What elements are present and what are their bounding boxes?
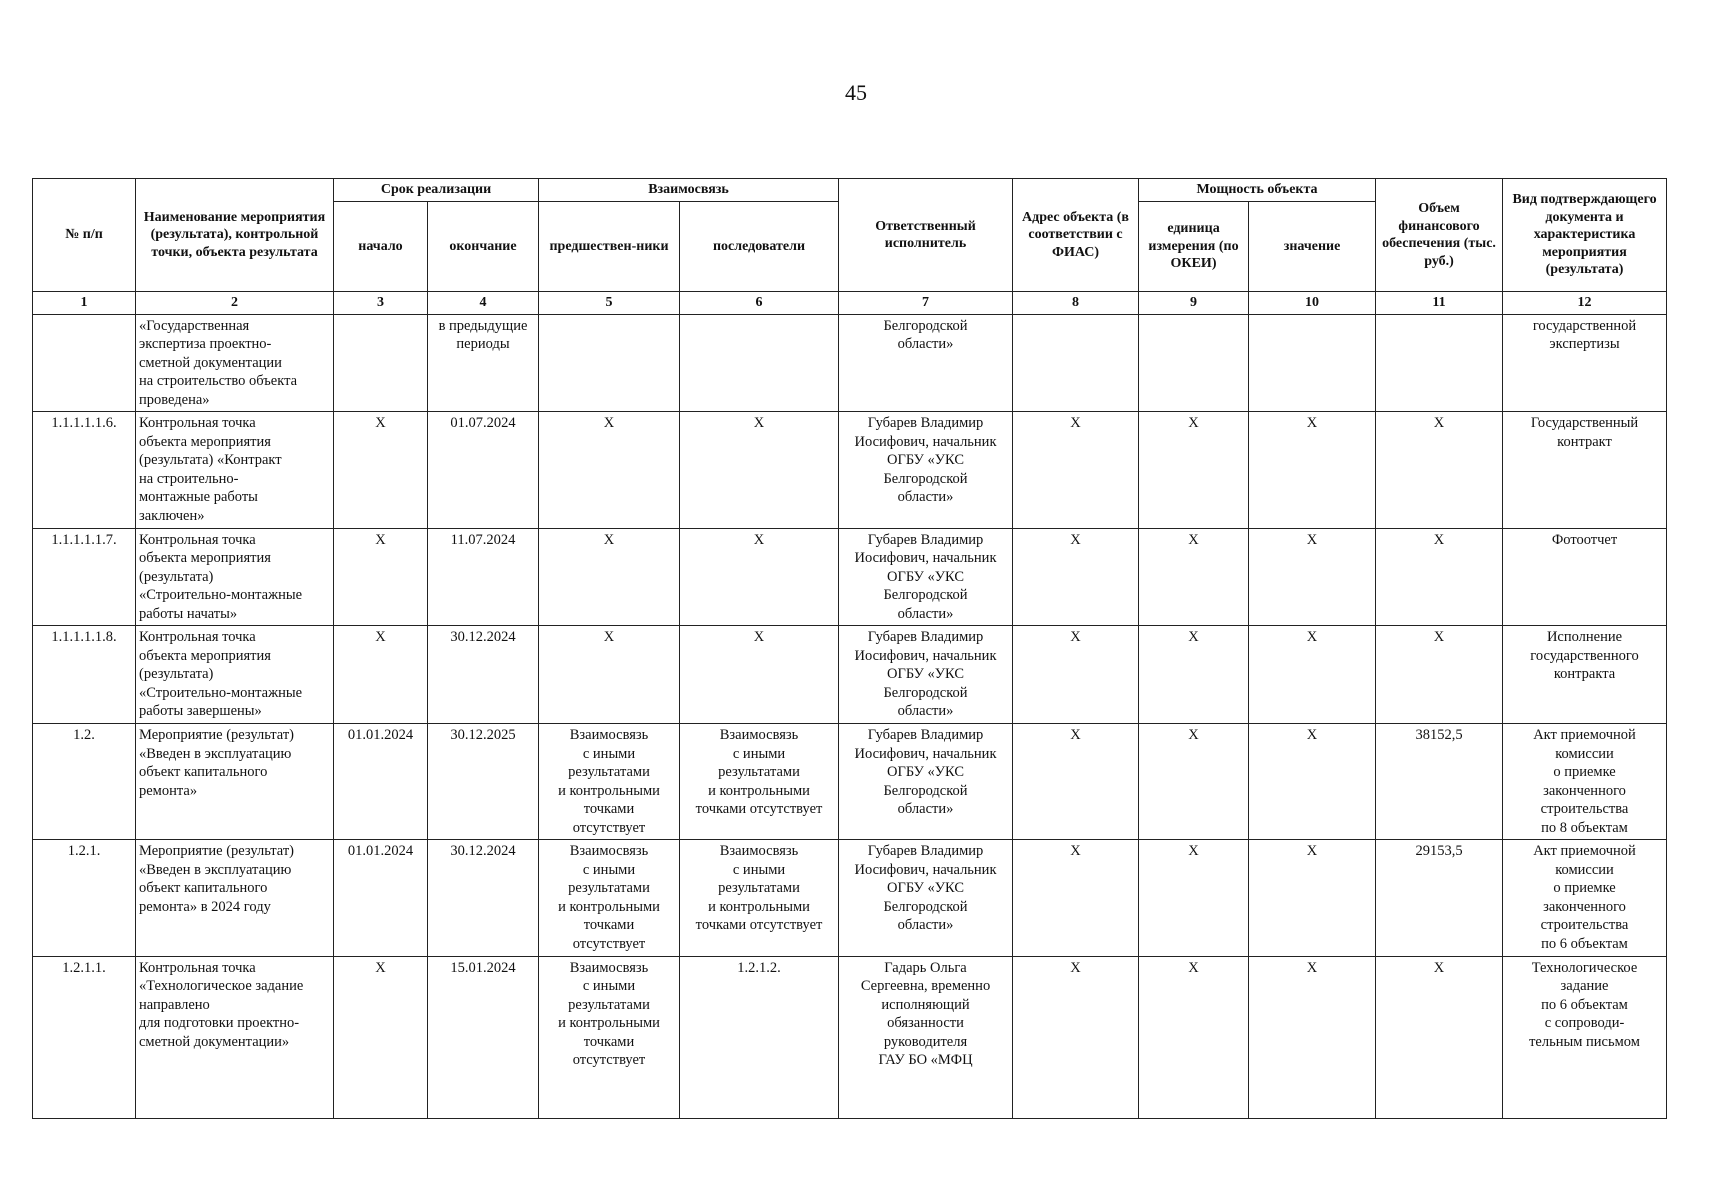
row-unit: Х [1139, 723, 1249, 839]
row-predecessors: Взаимосвязь с иными результатами и контрольными точками отсутствует [539, 840, 680, 956]
header-unit: единица измерения (по ОКЕИ) [1139, 202, 1249, 292]
header-finance: Объем финансового обеспечения (тыс. руб.) [1376, 179, 1503, 292]
row-address: Х [1013, 626, 1139, 724]
header-predecessors: предшествен-ники [539, 202, 680, 292]
row-predecessors: Х [539, 412, 680, 528]
page-number: 45 [845, 80, 867, 105]
row-value: Х [1249, 840, 1376, 956]
header-doc-type: Вид подтверждающего докумeнта и характеристика мероприятия (результата) [1503, 179, 1667, 292]
row-number: 1.1.1.1.1.6. [33, 412, 136, 528]
row-address [1013, 314, 1139, 412]
row-value: Х [1249, 956, 1376, 1118]
row-successors [680, 314, 839, 412]
row-start: Х [334, 412, 428, 528]
header-capacity: Мощность объекта [1139, 179, 1376, 202]
row-doc-type: государственной экспертизы [1503, 314, 1667, 412]
row-unit: Х [1139, 412, 1249, 528]
row-name: Контрольная точка объекта мероприятия (результата) «Строительно-монтажные работы начаты» [136, 528, 334, 626]
row-address: Х [1013, 956, 1139, 1118]
row-finance: Х [1376, 626, 1503, 724]
row-finance: Х [1376, 956, 1503, 1118]
col-number: 11 [1376, 292, 1503, 315]
table-row [33, 840, 1667, 956]
plan-table [32, 178, 1667, 1119]
row-number: 1.2.1. [33, 840, 136, 956]
col-number: 2 [136, 292, 334, 315]
row-successors: 1.2.1.2. [680, 956, 839, 1118]
row-start: Х [334, 956, 428, 1118]
row-end: 30.12.2024 [428, 626, 539, 724]
table-row [33, 723, 1667, 839]
header-start: начало [334, 202, 428, 292]
row-successors: Взаимосвязь с иными результатами и контрольными точками отсутствует [680, 840, 839, 956]
row-doc-type: Исполнение государственного контракта [1503, 626, 1667, 724]
row-doc-type: Технологическое задание по 6 объектам с сопроводи- тельным письмом [1503, 956, 1667, 1118]
row-finance: 29153,5 [1376, 840, 1503, 956]
row-responsible: Белгородской области» [839, 314, 1013, 412]
row-name: Контрольная точка объекта мероприятия (результата) «Контракт на строительно- монтажные работы заключен» [136, 412, 334, 528]
col-number: 1 [33, 292, 136, 315]
column-numbers-row [33, 292, 1667, 315]
row-doc-type: Акт приемочной комиссии о приемке законченного строительства по 8 объектам [1503, 723, 1667, 839]
header-name: Наименование мероприятия (результата), контрольной точки, объекта результата [136, 179, 334, 292]
row-start: 01.01.2024 [334, 840, 428, 956]
col-number: 8 [1013, 292, 1139, 315]
row-end: 15.01.2024 [428, 956, 539, 1118]
row-end: в предыдущие периоды [428, 314, 539, 412]
table-row [33, 314, 1667, 412]
col-number: 12 [1503, 292, 1667, 315]
row-address: Х [1013, 723, 1139, 839]
row-finance: Х [1376, 528, 1503, 626]
row-address: Х [1013, 412, 1139, 528]
row-finance [1376, 314, 1503, 412]
col-number: 9 [1139, 292, 1249, 315]
row-responsible: Губарев Владимир Иосифович, начальник ОГБУ «УКС Белгородской области» [839, 412, 1013, 528]
row-responsible: Губарев Владимир Иосифович, начальник ОГБУ «УКС Белгородской области» [839, 626, 1013, 724]
row-number: 1.2. [33, 723, 136, 839]
row-doc-type: Государственный контракт [1503, 412, 1667, 528]
col-number: 6 [680, 292, 839, 315]
header-responsible: Ответственный исполнитель [839, 179, 1013, 292]
row-start: Х [334, 626, 428, 724]
row-unit: Х [1139, 956, 1249, 1118]
row-successors: Взаимосвязь с иными результатами и контрольными точками отсутствует [680, 723, 839, 839]
row-start [334, 314, 428, 412]
row-end: 01.07.2024 [428, 412, 539, 528]
table-row [33, 528, 1667, 626]
row-name: «Государственная экспертиза проектно- сметной документации на строительство объекта проведена» [136, 314, 334, 412]
row-predecessors: Х [539, 528, 680, 626]
row-predecessors: Х [539, 626, 680, 724]
header-address: Адрес объекта (в соответствии с ФИАС) [1013, 179, 1139, 292]
row-end: 11.07.2024 [428, 528, 539, 626]
row-number: 1.1.1.1.1.7. [33, 528, 136, 626]
row-value: Х [1249, 528, 1376, 626]
row-value: Х [1249, 626, 1376, 724]
row-start: 01.01.2024 [334, 723, 428, 839]
row-name: Контрольная точка «Технологическое задание направлено для подготовки проектно- сметной документации» [136, 956, 334, 1118]
row-number: 1.2.1.1. [33, 956, 136, 1118]
row-successors: Х [680, 412, 839, 528]
table-row [33, 626, 1667, 724]
row-predecessors: Взаимосвязь с иными результатами и контрольными точками отсутствует [539, 723, 680, 839]
row-responsible: Губарев Владимир Иосифович, начальник ОГБУ «УКС Белгородской области» [839, 840, 1013, 956]
row-responsible: Губарев Владимир Иосифович, начальник ОГБУ «УКС Белгородской области» [839, 723, 1013, 839]
col-number: 3 [334, 292, 428, 315]
row-unit: Х [1139, 626, 1249, 724]
row-address: Х [1013, 528, 1139, 626]
row-number [33, 314, 136, 412]
col-number: 5 [539, 292, 680, 315]
row-unit: Х [1139, 840, 1249, 956]
row-value [1249, 314, 1376, 412]
row-end: 30.12.2024 [428, 840, 539, 956]
col-number: 10 [1249, 292, 1376, 315]
header-relation: Взаимосвязь [539, 179, 839, 202]
row-doc-type: Фотоотчет [1503, 528, 1667, 626]
row-value: Х [1249, 723, 1376, 839]
row-successors: Х [680, 626, 839, 724]
header-period: Срок реализации [334, 179, 539, 202]
row-start: Х [334, 528, 428, 626]
table-row [33, 956, 1667, 1118]
row-unit: Х [1139, 528, 1249, 626]
row-responsible: Губарев Владимир Иосифович, начальник ОГБУ «УКС Белгородской области» [839, 528, 1013, 626]
row-predecessors: Взаимосвязь с иными результатами и контрольными точками отсутствует [539, 956, 680, 1118]
header-successors: последователи [680, 202, 839, 292]
row-unit [1139, 314, 1249, 412]
row-address: Х [1013, 840, 1139, 956]
row-responsible: Гадарь Ольга Сергеевна, временно исполняющий обязанности руководителя ГАУ БО «МФЦ [839, 956, 1013, 1118]
row-end: 30.12.2025 [428, 723, 539, 839]
row-successors: Х [680, 528, 839, 626]
header-num: № п/п [33, 179, 136, 292]
table-row [33, 412, 1667, 528]
header-value: значение [1249, 202, 1376, 292]
col-number: 7 [839, 292, 1013, 315]
row-finance: Х [1376, 412, 1503, 528]
row-name: Контрольная точка объекта мероприятия (результата) «Строительно-монтажные работы завершены» [136, 626, 334, 724]
row-predecessors [539, 314, 680, 412]
row-value: Х [1249, 412, 1376, 528]
row-name: Мероприятие (результат) «Введен в эксплуатацию объект капитального ремонта» в 2024 году [136, 840, 334, 956]
row-doc-type: Акт приемочной комиссии о приемке законченного строительства по 6 объектам [1503, 840, 1667, 956]
col-number: 4 [428, 292, 539, 315]
row-name: Мероприятие (результат) «Введен в эксплуатацию объект капитального ремонта» [136, 723, 334, 839]
row-number: 1.1.1.1.1.8. [33, 626, 136, 724]
row-finance: 38152,5 [1376, 723, 1503, 839]
header-end: окончание [428, 202, 539, 292]
